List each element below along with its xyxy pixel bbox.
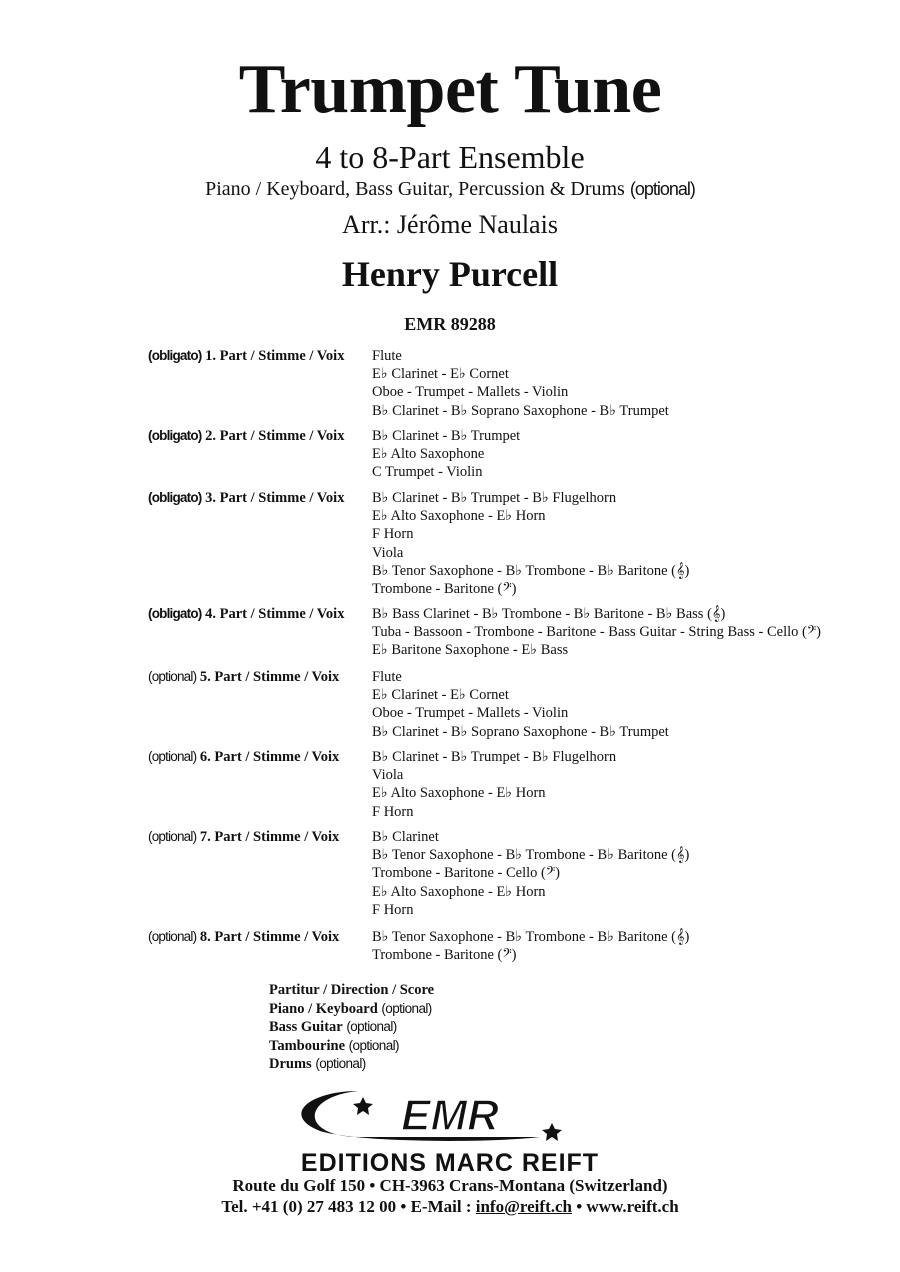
part-instruments xyxy=(372,427,520,482)
extra-note: (optional) xyxy=(381,1000,432,1016)
extra-item xyxy=(269,1055,434,1074)
part-label-text: 6. Part / Stimme / Voix xyxy=(199,749,340,765)
instrumentation-text: Piano / Keyboard, Bass Guitar, Percussion & Drums xyxy=(205,178,625,200)
logo-star-right xyxy=(542,1123,562,1141)
instrument-line: B♭ Bass Clarinet - B♭ Trombone - B♭ Baritone - B♭ Bass (𝄞) xyxy=(372,606,726,622)
instrument-line: F Horn xyxy=(372,901,414,918)
instrumentation-optional: (optional) xyxy=(629,179,695,199)
extra-label: Partitur / Direction / Score xyxy=(269,982,435,998)
part-instruments xyxy=(372,605,821,660)
part-label xyxy=(148,427,368,445)
part-instruments xyxy=(372,668,669,741)
part-prefix: (optional) xyxy=(148,829,197,844)
part-prefix: (optional) xyxy=(148,749,197,764)
extra-item xyxy=(269,1037,434,1056)
composer: Henry Purcell xyxy=(341,254,559,294)
instrument-line: Tuba - Bassoon - Trombone - Baritone - Bass Guitar - String Bass - Cello (𝄢) xyxy=(372,624,822,641)
extra-label: Drums xyxy=(269,1056,312,1072)
part-prefix: (optional) xyxy=(148,929,197,944)
part-label-text: 5. Part / Stimme / Voix xyxy=(199,669,340,685)
extras-list xyxy=(269,982,434,1074)
instrument-line: Viola xyxy=(372,544,404,561)
instrument-line: E♭ Clarinet - E♭ Cornet xyxy=(372,366,509,383)
emr-logo xyxy=(240,1085,660,1180)
part-label-text: 2. Part / Stimme / Voix xyxy=(205,428,345,444)
instrument-line: B♭ Clarinet - B♭ Trumpet - B♭ Flugelhorn xyxy=(372,749,617,765)
instrument-line: B♭ Clarinet xyxy=(372,829,439,845)
publisher-name: EDITIONS MARC REIFT xyxy=(300,1149,600,1177)
part-prefix: (obligato) xyxy=(148,606,202,621)
instrument-line: B♭ Clarinet - B♭ Soprano Saxophone - B♭ Trumpet xyxy=(372,402,669,419)
instrument-line: C Trumpet - Violin xyxy=(372,464,483,481)
instrument-line: E♭ Baritone Saxophone - E♭ Bass xyxy=(372,642,569,659)
part-label xyxy=(148,928,368,946)
contact-email-link[interactable]: info@reift.ch xyxy=(475,1197,572,1216)
instrument-line: Flute xyxy=(372,348,402,364)
part-prefix: (obligato) xyxy=(148,428,202,443)
instrument-line: B♭ Clarinet - B♭ Trumpet xyxy=(372,428,521,444)
extra-note: (optional) xyxy=(315,1056,366,1071)
extra-label: Tambourine xyxy=(269,1037,346,1054)
instrument-line: E♭ Alto Saxophone xyxy=(372,446,485,463)
instrument-line: B♭ Clarinet - B♭ Soprano Saxophone - B♭ Trumpet xyxy=(372,723,669,740)
contact-web-link[interactable]: • www.reift.ch xyxy=(571,1197,679,1216)
instrument-line: E♭ Alto Saxophone - E♭ Horn xyxy=(372,508,546,525)
publisher-contact xyxy=(0,1196,900,1218)
publisher-address: Route du Golf 150 • CH-3963 Crans-Montana (Switzerland) xyxy=(232,1176,668,1195)
extra-note: (optional) xyxy=(346,1019,397,1034)
part-label-text: 1. Part / Stimme / Voix xyxy=(205,348,345,364)
subtitle: 4 to 8-Part Ensemble xyxy=(315,139,585,175)
extra-label: Piano / Keyboard xyxy=(269,1000,378,1017)
part-instruments xyxy=(372,748,616,821)
part-label-text: 7. Part / Stimme / Voix xyxy=(199,829,340,845)
page-title: Trumpet Tune xyxy=(238,51,662,128)
instrument-line: B♭ Tenor Saxophone - B♭ Trombone - B♭ Baritone (𝄞) xyxy=(372,562,690,579)
instrument-line: Trombone - Baritone - Cello (𝄢) xyxy=(372,865,560,882)
instrument-line: E♭ Alto Saxophone - E♭ Horn xyxy=(372,785,546,802)
instrument-line: Trombone - Baritone (𝄢) xyxy=(372,581,517,598)
part-instruments xyxy=(372,489,689,598)
instrument-line: Flute xyxy=(372,669,402,685)
instrument-line: F Horn xyxy=(372,803,414,820)
instrument-line: Oboe - Trumpet - Mallets - Violin xyxy=(372,384,569,401)
instrument-line: E♭ Alto Saxophone - E♭ Horn xyxy=(372,883,546,900)
part-label xyxy=(148,668,368,686)
instrument-line: B♭ Clarinet - B♭ Trumpet - B♭ Flugelhorn xyxy=(372,490,617,506)
extra-note: (optional) xyxy=(348,1037,399,1053)
part-prefix: (obligato) xyxy=(148,348,202,363)
instrument-line: B♭ Tenor Saxophone - B♭ Trombone - B♭ Baritone (𝄞) xyxy=(372,929,690,945)
instrument-line: Viola xyxy=(372,767,404,784)
part-label xyxy=(148,605,368,623)
logo-text: EMR xyxy=(401,1091,499,1140)
instrument-line: Oboe - Trumpet - Mallets - Violin xyxy=(372,705,569,722)
part-label xyxy=(148,347,368,365)
part-prefix: (optional) xyxy=(148,669,197,684)
instrument-line: B♭ Tenor Saxophone - B♭ Trombone - B♭ Baritone (𝄞) xyxy=(372,847,690,864)
contact-tel: Tel. +41 (0) 27 483 12 00 • E-Mail : xyxy=(221,1197,476,1216)
part-label xyxy=(148,828,368,846)
part-label xyxy=(148,489,368,507)
instrument-line: Trombone - Baritone (𝄢) xyxy=(372,947,517,964)
part-instruments xyxy=(372,928,689,964)
instrumentation-line xyxy=(0,176,900,202)
part-label xyxy=(148,748,368,766)
part-instruments xyxy=(372,828,689,919)
extra-item xyxy=(269,1000,434,1019)
part-label-text: 3. Part / Stimme / Voix xyxy=(205,490,345,506)
extra-item xyxy=(269,1018,434,1037)
part-label-text: 8. Part / Stimme / Voix xyxy=(199,929,340,945)
catalog-number: EMR 89288 xyxy=(404,314,496,334)
instrument-line: F Horn xyxy=(372,526,414,543)
logo-star-left xyxy=(353,1097,373,1115)
part-instruments xyxy=(372,347,669,420)
extra-label: Bass Guitar xyxy=(269,1019,343,1035)
instrument-line: E♭ Clarinet - E♭ Cornet xyxy=(372,687,509,704)
part-label-text: 4. Part / Stimme / Voix xyxy=(205,606,345,622)
extra-item xyxy=(269,982,434,1000)
arranger: Arr.: Jérôme Naulais xyxy=(342,210,558,239)
part-prefix: (obligato) xyxy=(148,490,202,505)
